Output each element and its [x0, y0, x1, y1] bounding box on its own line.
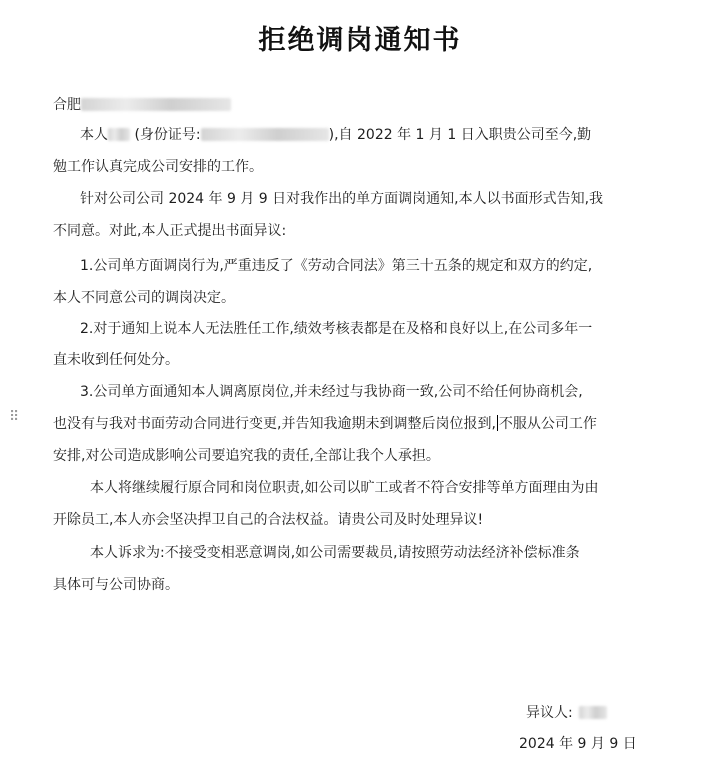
notice-line-1: 针对公司公司 2024 年 9 月 9 日对我作出的单方面调岗通知,本人以书面形式告知,我 — [80, 191, 604, 207]
signature-line — [526, 703, 607, 723]
objection-1-line-2: 本人不同意公司的调岗决定。 — [53, 290, 235, 306]
demand-line-1: 本人诉求为:不接受变相恶意调岗,如公司需要裁员,请按照劳动法经济补偿标准条 — [90, 545, 580, 561]
objection-3-line-2 — [53, 414, 597, 434]
objection-3-text-a: 也没有与我对书面劳动合同进行变更,并告知我逾期未到调整后岗位报到, — [53, 416, 496, 432]
intro-text-a: 本人 — [80, 127, 108, 143]
intro-text-b: (身份证号: — [134, 127, 201, 143]
recipient-prefix: 合肥 — [53, 97, 81, 113]
drag-handle-icon[interactable]: ⠿ — [9, 409, 21, 425]
objection-3-line-1: 3.公司单方面通知本人调离原岗位,并未经过与我协商一致,公司不给任何协商机会, — [80, 384, 583, 400]
redacted-company-name — [81, 98, 231, 111]
document-title: 拒绝调岗通知书 — [258, 25, 462, 56]
notice-line-2: 不同意。对此,本人正式提出书面异议: — [53, 223, 287, 239]
objection-3-text-b: 不服从公司工作 — [498, 416, 597, 432]
continue-duty-line-1: 本人将继续履行原合同和岗位职责,如公司以旷工或者不符合安排等单方面理由为由 — [90, 480, 599, 496]
signature-date: 2024 年 9 月 9 日 — [519, 736, 637, 752]
recipient-line — [53, 95, 231, 115]
objection-2-line-1: 2.对于通知上说本人无法胜任工作,绩效考核表都是在及格和良好以上,在公司多年一 — [80, 321, 593, 337]
objection-1-line-1: 1.公司单方面调岗行为,严重违反了《劳动合同法》第三十五条的规定和双方的约定, — [80, 258, 593, 274]
continue-duty-line-2: 开除员工,本人亦会坚决捍卫自己的合法权益。请贵公司及时处理异议! — [53, 512, 484, 528]
text-cursor — [497, 415, 498, 431]
intro-line-1 — [80, 125, 591, 145]
objection-2-line-2: 直未收到任何处分。 — [53, 352, 179, 368]
intro-line-2: 勉工作认真完成公司安排的工作。 — [53, 159, 263, 175]
signature-label: 异议人: — [526, 705, 573, 721]
objection-3-line-3: 安排,对公司造成影响公司要追究我的责任,全部让我个人承担。 — [53, 448, 440, 464]
redacted-signature — [579, 706, 607, 719]
demand-line-2: 具体可与公司协商。 — [53, 577, 179, 593]
redacted-id-number — [201, 128, 329, 141]
intro-text-c: ),自 2022 年 1 月 1 日入职贵公司至今,勤 — [328, 127, 592, 143]
redacted-name — [108, 128, 130, 141]
